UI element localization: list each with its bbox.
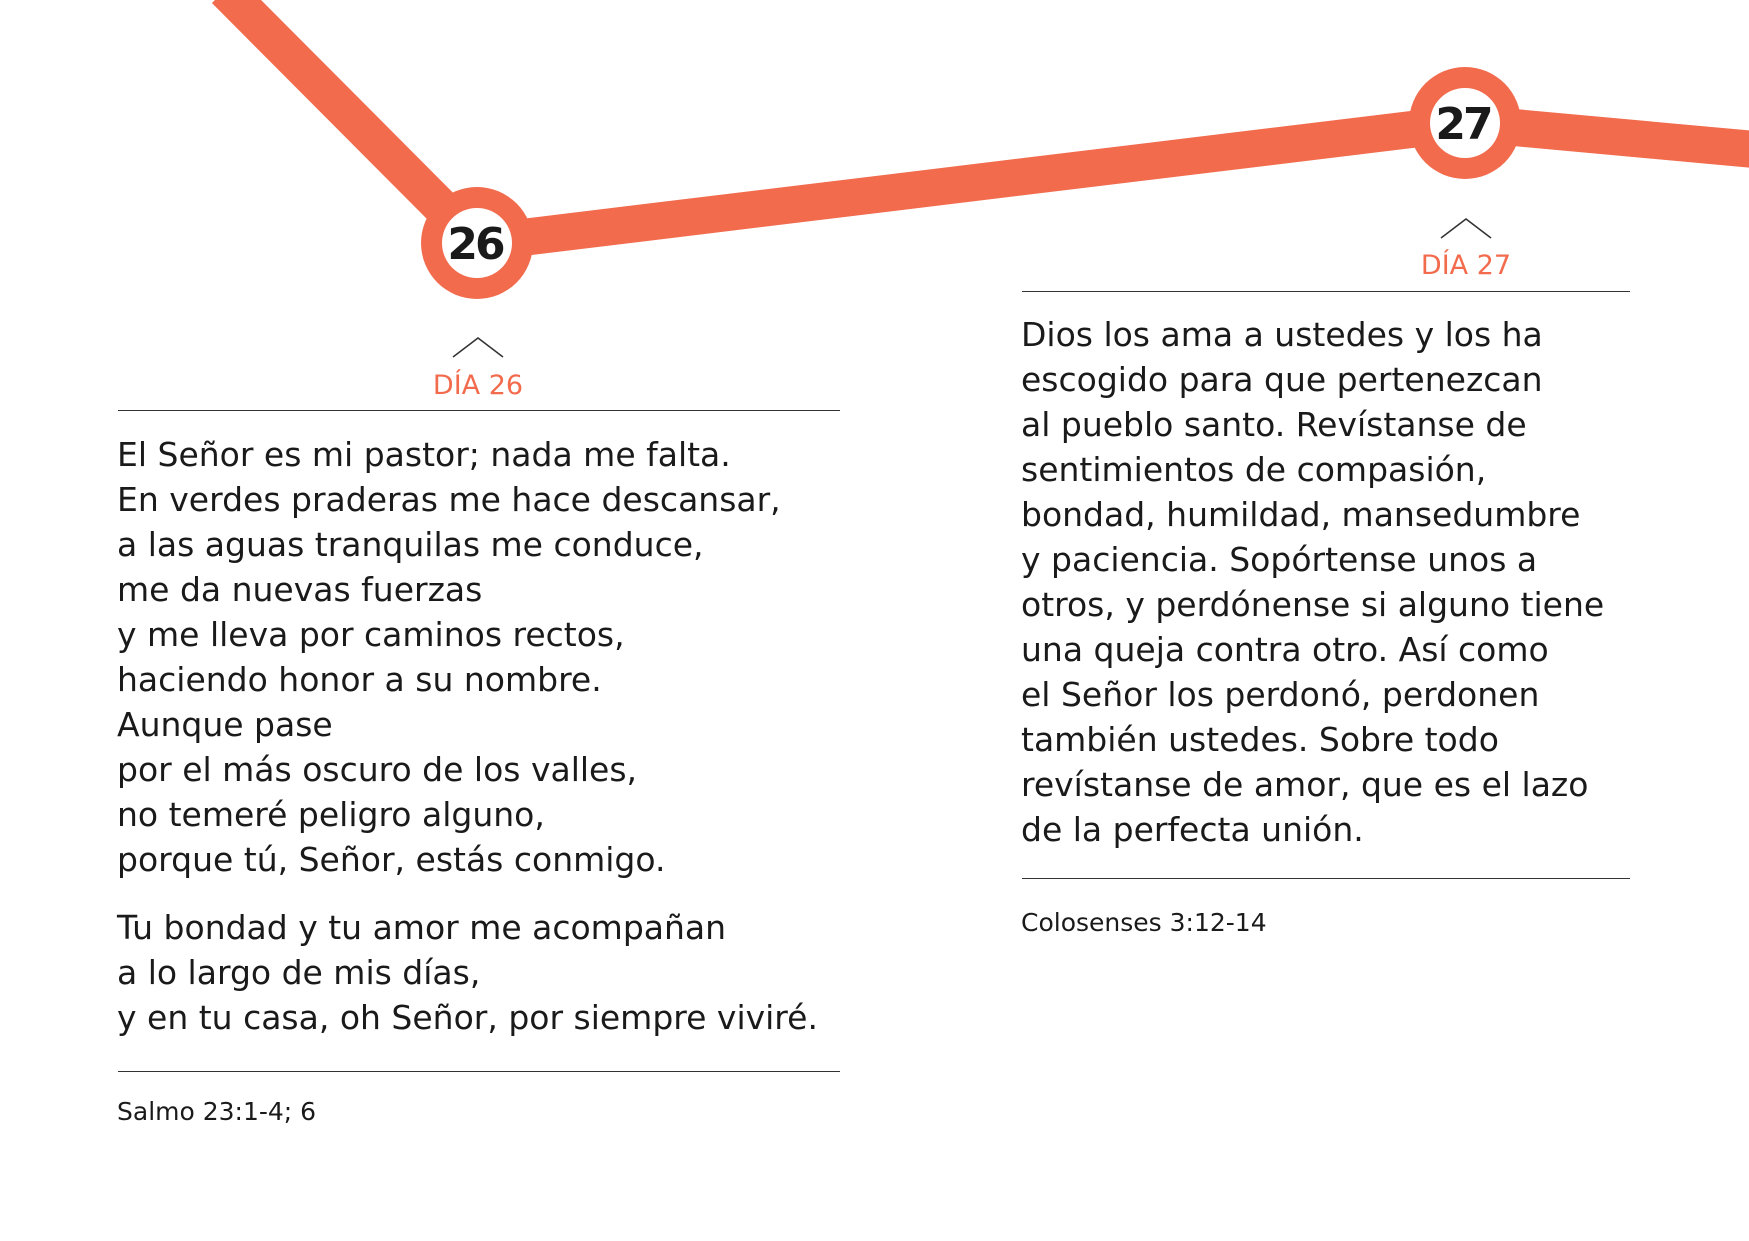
day-26-stanza-2: Tu bondad y tu amor me acompañan a lo largo de mis días, y en tu casa, oh Señor, por siempre viviré.	[117, 908, 818, 1037]
day-27-label: DÍA 27	[1420, 250, 1512, 281]
day-26-label: DÍA 26	[432, 370, 524, 401]
day-26-bottom-rule	[118, 1071, 840, 1072]
day-27-reference: Colosenses 3:12-14	[1021, 908, 1267, 937]
day-26-number: 26	[447, 219, 503, 270]
caret-up-icon	[1440, 217, 1492, 239]
day-26-stanza-1: El Señor es mi pastor; nada me falta. En verdes praderas me hace descansar, a las aguas tranquilas me conduce, me da nuevas fuerzas y me lleva por caminos rectos, haciendo honor a su nombre. Aunque pase por el más oscuro de los valles, no temeré peligro alguno, porque tú, Señor, estás conmigo.	[117, 435, 781, 879]
day-26-marker	[421, 187, 533, 299]
day-27-top-rule	[1022, 291, 1630, 292]
day-26-reference: Salmo 23:1-4; 6	[117, 1097, 317, 1126]
day-27-bottom-rule	[1022, 878, 1630, 879]
day-27-number: 27	[1435, 99, 1491, 150]
day-26-top-rule	[118, 410, 840, 411]
caret-up-icon	[452, 336, 504, 358]
day-27-text: Dios los ama a ustedes y los ha escogido para que pertenezcan al pueblo santo. Revístanse de sentimientos de compasión, bondad, humildad, mansedumbre y paciencia. Sopórtense unos a otros, y perdónense si alguno tiene una queja contra otro. Así como el Señor los perdonó, perdonen también ustedes. Sobre todo revístanse de amor, que es el lazo de la perfecta unión.	[1021, 315, 1605, 849]
day-27-marker	[1409, 67, 1521, 179]
